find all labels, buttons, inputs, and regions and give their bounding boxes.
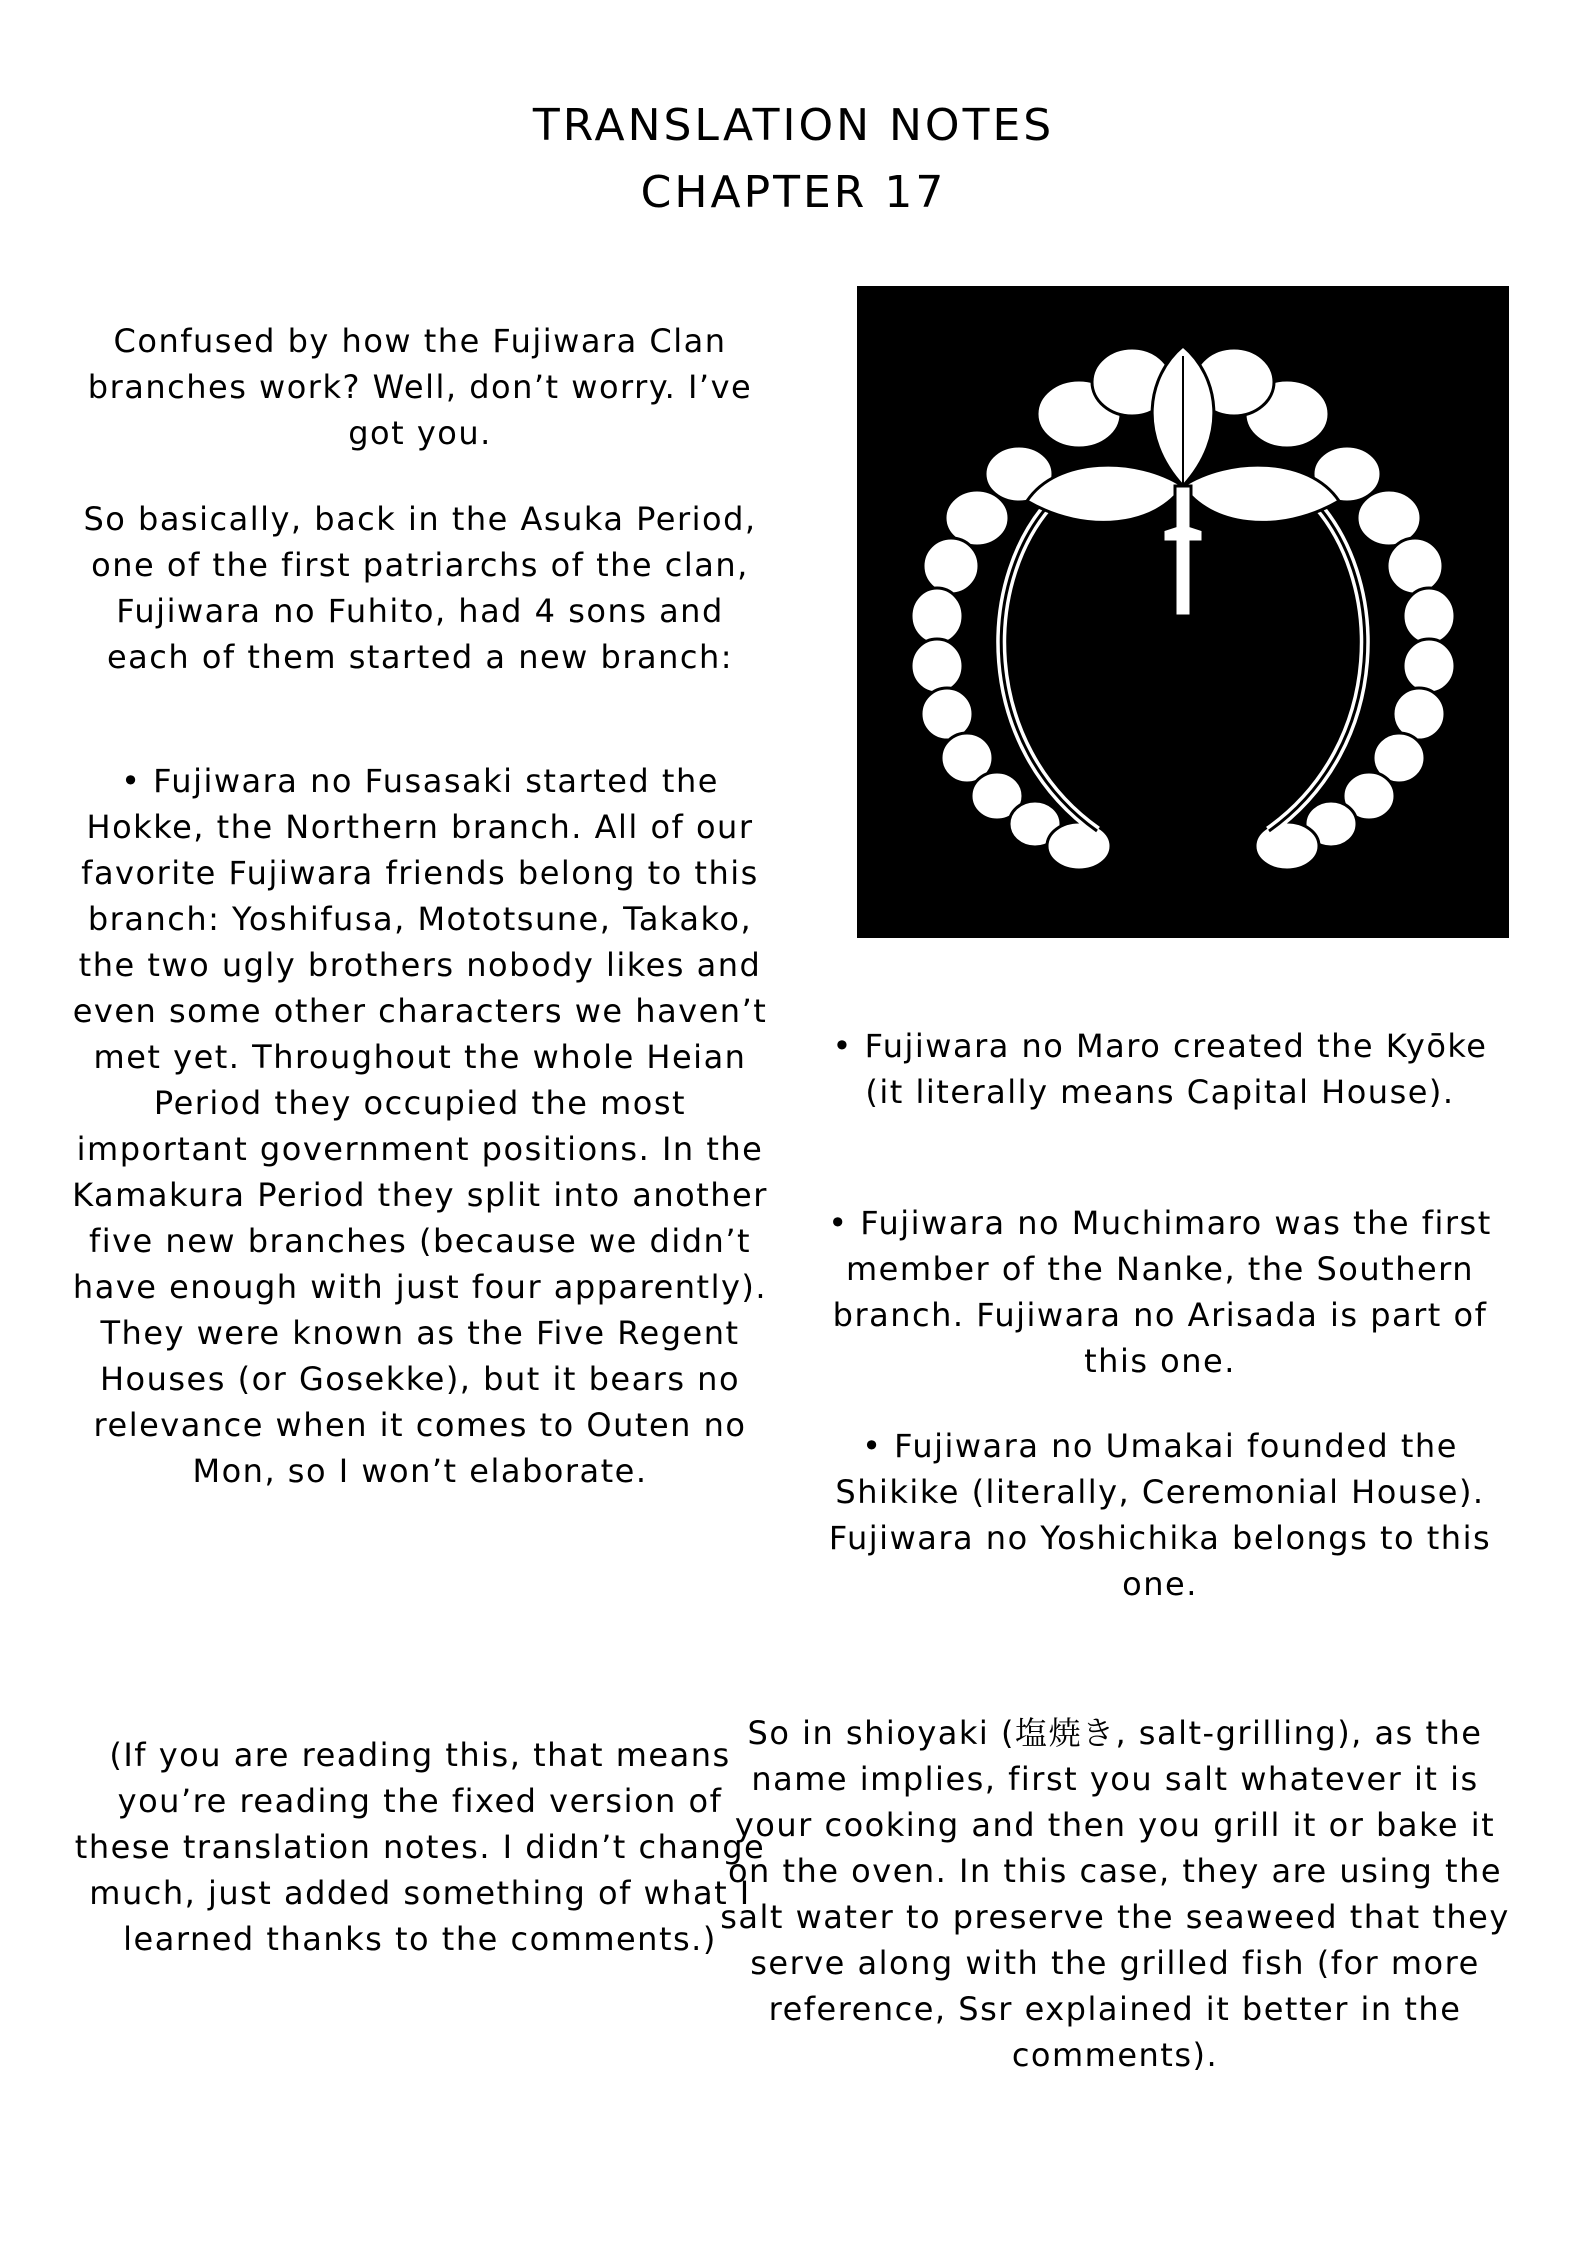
kyoke-paragraph: • Fujiwara no Maro created the Kyōke (it literally means Capital House).	[832, 1027, 1488, 1111]
fujiwara-wisteria-crest-icon	[857, 286, 1509, 938]
fixed-version-note: (If you are reading this, that means you’re reading the fixed version of these translation notes. I didn’t change much, just added something of what I learned thanks to the comments.)	[74, 1736, 766, 1958]
fujiwara-crest-image	[857, 286, 1509, 938]
background-paragraph: So basically, back in the Asuka Period, one of the first patriarchs of the clan, Fujiwara no Fuhito, had 4 sons and each of them started a new branch:	[83, 500, 757, 676]
shikike-paragraph: • Fujiwara no Umakai founded the Shikike (literally, Ceremonial House). Fujiwara no Yoshichika belongs to this one.	[828, 1427, 1492, 1603]
shioyaki-paragraph: So in shioyaki (塩焼き, salt-grilling), as the name implies, first you salt whatever it is your cooking and then you grill it or bake it on the oven. In this case, they are using the salt water to preserve the seaweed that they serve along with the grilled fish (for more reference, Ssr explained it better in the comments).	[720, 1714, 1510, 2074]
intro-paragraph: Confused by how the Fujiwara Clan branches work? Well, don’t worry. I’ve got you.	[87, 322, 753, 452]
hokke-paragraph: • Fujiwara no Fusasaki started the Hokke, the Northern branch. All of our favorite Fujiwara friends belong to this branch: Yoshifusa, Mototsune, Takako, the two ugly brothers nobody likes and even some other characters we haven’t met yet. Throughout the whole Heian Period they occupied the most important government positions. In the Kamakura Period they split into another five new branches (because we didn’t have enough with just four apparently). They were known as the Five Regent Houses (or Gosekke), but it bears no relevance when it comes to Outen no Mon, so I won’t elaborate.	[72, 762, 768, 1490]
nanke-paragraph: • Fujiwara no Muchimaro was the first member of the Nanke, the Southern branch. Fujiwara no Arisada is part of this one.	[828, 1204, 1492, 1380]
chapter-subtitle: CHAPTER 17	[640, 167, 947, 218]
page-title: TRANSLATION NOTES	[532, 100, 1055, 151]
